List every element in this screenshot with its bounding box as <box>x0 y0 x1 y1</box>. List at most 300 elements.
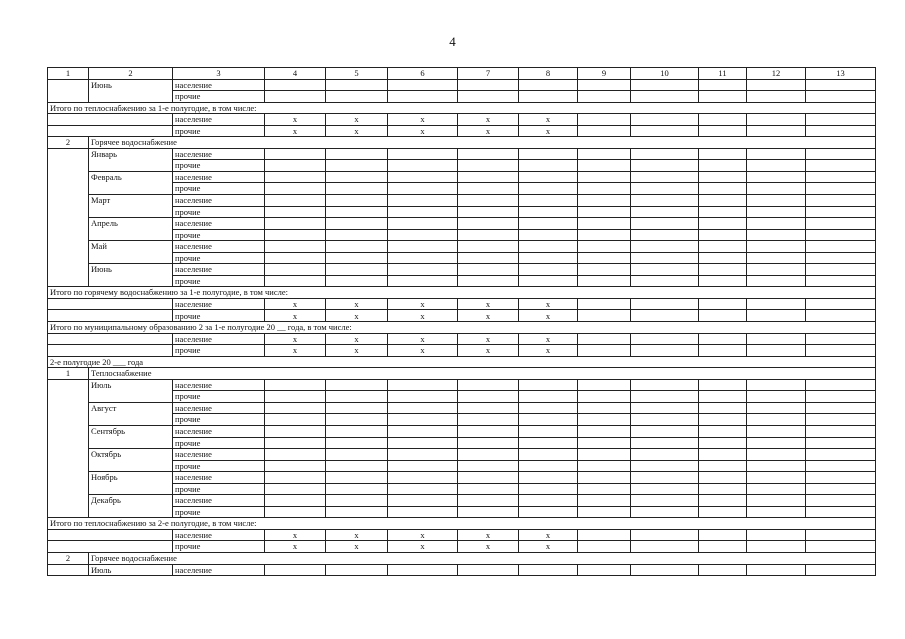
empty-cell <box>458 206 519 218</box>
empty-cell <box>265 275 326 287</box>
empty-cell <box>326 437 388 449</box>
section-title: Горячее водоснабжение <box>89 552 876 564</box>
empty-cell <box>265 414 326 426</box>
empty-cell <box>631 160 699 172</box>
empty-cell <box>578 449 631 461</box>
empty-cell <box>699 333 747 345</box>
empty-cell <box>458 148 519 160</box>
empty-cell <box>265 148 326 160</box>
empty-cell <box>519 402 578 414</box>
category-label: прочие <box>173 391 265 403</box>
empty-cell <box>747 345 806 357</box>
category-label: прочие <box>173 160 265 172</box>
total-row <box>48 518 876 530</box>
category-label: прочие <box>173 541 265 553</box>
x-mark: x <box>388 529 458 541</box>
month-label: Апрель <box>89 218 173 241</box>
empty-cell <box>806 472 876 484</box>
empty-cell <box>806 564 876 576</box>
empty-cell <box>806 171 876 183</box>
empty-cell <box>699 160 747 172</box>
category-label: население <box>173 449 265 461</box>
empty-cell <box>519 564 578 576</box>
empty-cell <box>699 148 747 160</box>
column-header: 9 <box>578 68 631 80</box>
empty-cell <box>326 483 388 495</box>
empty-cell <box>265 402 326 414</box>
empty-cell <box>265 379 326 391</box>
empty-cell <box>631 506 699 518</box>
month-label: Март <box>89 195 173 218</box>
empty-cell <box>631 472 699 484</box>
empty-cell <box>806 310 876 322</box>
empty-cell <box>265 425 326 437</box>
empty-cell <box>631 541 699 553</box>
x-mark: x <box>519 114 578 126</box>
month-row <box>48 264 876 276</box>
empty-cell <box>699 218 747 230</box>
empty-cell <box>578 506 631 518</box>
empty-cell <box>326 506 388 518</box>
empty-cell <box>265 495 326 507</box>
empty-cell <box>806 114 876 126</box>
empty-cell <box>631 275 699 287</box>
empty-cell <box>388 391 458 403</box>
month-row <box>48 402 876 414</box>
empty-cell <box>699 506 747 518</box>
empty-cell <box>578 345 631 357</box>
empty-cell <box>806 333 876 345</box>
total-row <box>48 125 876 137</box>
empty-cell <box>631 460 699 472</box>
empty-cell <box>806 275 876 287</box>
category-label: население <box>173 241 265 253</box>
empty-cell <box>519 449 578 461</box>
empty-cell <box>388 564 458 576</box>
empty-cell <box>747 310 806 322</box>
category-label: население <box>173 114 265 126</box>
empty-cell <box>578 437 631 449</box>
empty-cell <box>699 79 747 91</box>
empty-cell <box>388 425 458 437</box>
empty-cell <box>519 241 578 253</box>
empty-cell <box>48 148 89 287</box>
header-row <box>48 68 876 80</box>
x-mark: x <box>265 541 326 553</box>
total-row <box>48 541 876 553</box>
section-row <box>48 552 876 564</box>
empty-cell <box>326 495 388 507</box>
empty-cell <box>578 529 631 541</box>
month-label: Август <box>89 402 173 425</box>
empty-cell <box>747 171 806 183</box>
empty-cell <box>265 483 326 495</box>
total-label: Итого по теплоснабжению за 2-е полугодие, в том числе: <box>48 518 876 530</box>
x-mark: x <box>388 298 458 310</box>
category-label: прочие <box>173 229 265 241</box>
empty-cell <box>747 460 806 472</box>
empty-cell <box>631 195 699 207</box>
empty-cell <box>388 241 458 253</box>
empty-cell <box>747 264 806 276</box>
empty-cell <box>388 449 458 461</box>
month-row <box>48 564 876 576</box>
empty-cell <box>519 275 578 287</box>
empty-cell <box>699 495 747 507</box>
empty-cell <box>388 275 458 287</box>
empty-cell <box>519 483 578 495</box>
empty-cell <box>699 125 747 137</box>
empty-cell <box>747 275 806 287</box>
empty-cell <box>519 437 578 449</box>
empty-cell <box>458 241 519 253</box>
total-row <box>48 345 876 357</box>
empty-cell <box>458 391 519 403</box>
empty-cell <box>326 564 388 576</box>
x-mark: x <box>519 529 578 541</box>
empty-cell <box>578 229 631 241</box>
x-mark: x <box>326 529 388 541</box>
empty-cell <box>326 79 388 91</box>
empty-cell <box>388 218 458 230</box>
empty-cell <box>458 160 519 172</box>
category-label: прочие <box>173 483 265 495</box>
x-mark: x <box>326 345 388 357</box>
category-label: прочие <box>173 460 265 472</box>
empty-cell <box>578 460 631 472</box>
category-label: население <box>173 218 265 230</box>
empty-cell <box>699 483 747 495</box>
empty-cell <box>631 218 699 230</box>
empty-cell <box>806 148 876 160</box>
empty-cell <box>326 472 388 484</box>
empty-cell <box>519 472 578 484</box>
x-mark: x <box>326 310 388 322</box>
month-label: Июль <box>89 564 173 576</box>
total-row <box>48 102 876 114</box>
empty-cell <box>631 483 699 495</box>
x-mark: x <box>519 345 578 357</box>
empty-cell <box>747 483 806 495</box>
category-label: прочие <box>173 506 265 518</box>
empty-cell <box>265 91 326 103</box>
empty-cell <box>326 229 388 241</box>
month-row <box>48 414 876 426</box>
empty-cell <box>388 483 458 495</box>
empty-cell <box>326 449 388 461</box>
category-label: население <box>173 195 265 207</box>
empty-cell <box>458 425 519 437</box>
empty-cell <box>631 206 699 218</box>
empty-cell <box>48 79 89 102</box>
category-label: население <box>173 264 265 276</box>
empty-cell <box>48 333 173 345</box>
month-row <box>48 195 876 207</box>
empty-cell <box>388 79 458 91</box>
empty-cell <box>578 402 631 414</box>
empty-cell <box>699 114 747 126</box>
empty-cell <box>578 310 631 322</box>
empty-cell <box>631 564 699 576</box>
month-row <box>48 437 876 449</box>
month-label: Сентябрь <box>89 425 173 448</box>
x-mark: x <box>265 114 326 126</box>
month-row <box>48 449 876 461</box>
empty-cell <box>388 414 458 426</box>
empty-cell <box>519 91 578 103</box>
month-row <box>48 206 876 218</box>
empty-cell <box>519 425 578 437</box>
empty-cell <box>48 379 89 518</box>
empty-cell <box>631 437 699 449</box>
empty-cell <box>747 218 806 230</box>
empty-cell <box>458 506 519 518</box>
empty-cell <box>699 171 747 183</box>
month-row <box>48 495 876 507</box>
empty-cell <box>806 195 876 207</box>
total-label: Итого по теплоснабжению за 1-е полугодие, в том числе: <box>48 102 876 114</box>
page-number: 4 <box>449 34 456 49</box>
empty-cell <box>699 195 747 207</box>
category-label: население <box>173 148 265 160</box>
empty-cell <box>265 79 326 91</box>
x-mark: x <box>519 125 578 137</box>
empty-cell <box>578 114 631 126</box>
empty-cell <box>388 229 458 241</box>
empty-cell <box>699 402 747 414</box>
x-mark: x <box>388 345 458 357</box>
empty-cell <box>326 218 388 230</box>
total-row <box>48 114 876 126</box>
empty-cell <box>631 229 699 241</box>
empty-cell <box>265 252 326 264</box>
empty-cell <box>265 183 326 195</box>
category-label: население <box>173 529 265 541</box>
empty-cell <box>265 460 326 472</box>
empty-cell <box>699 564 747 576</box>
category-label: прочие <box>173 91 265 103</box>
empty-cell <box>631 298 699 310</box>
empty-cell <box>578 541 631 553</box>
empty-cell <box>806 241 876 253</box>
x-mark: x <box>458 333 519 345</box>
empty-cell <box>806 402 876 414</box>
category-label: прочие <box>173 310 265 322</box>
empty-cell <box>578 148 631 160</box>
category-label: население <box>173 333 265 345</box>
empty-cell <box>699 449 747 461</box>
empty-cell <box>326 460 388 472</box>
column-header: 6 <box>388 68 458 80</box>
empty-cell <box>699 183 747 195</box>
x-mark: x <box>388 125 458 137</box>
empty-cell <box>631 264 699 276</box>
column-header: 3 <box>173 68 265 80</box>
section-number: 1 <box>48 368 89 380</box>
empty-cell <box>806 449 876 461</box>
empty-cell <box>388 171 458 183</box>
empty-cell <box>747 437 806 449</box>
empty-cell <box>458 183 519 195</box>
column-header: 13 <box>806 68 876 80</box>
empty-cell <box>578 379 631 391</box>
section-number: 2 <box>48 137 89 149</box>
x-mark: x <box>519 541 578 553</box>
empty-cell <box>747 414 806 426</box>
empty-cell <box>806 252 876 264</box>
x-mark: x <box>265 345 326 357</box>
empty-cell <box>458 252 519 264</box>
category-label: прочие <box>173 345 265 357</box>
empty-cell <box>388 252 458 264</box>
empty-cell <box>806 529 876 541</box>
empty-cell <box>699 206 747 218</box>
empty-cell <box>699 472 747 484</box>
empty-cell <box>388 495 458 507</box>
x-mark: x <box>265 529 326 541</box>
empty-cell <box>806 298 876 310</box>
x-mark: x <box>265 310 326 322</box>
empty-cell <box>458 79 519 91</box>
month-row <box>48 483 876 495</box>
x-mark: x <box>388 310 458 322</box>
empty-cell <box>806 79 876 91</box>
empty-cell <box>326 160 388 172</box>
month-row <box>48 171 876 183</box>
empty-cell <box>326 252 388 264</box>
empty-cell <box>631 91 699 103</box>
empty-cell <box>388 264 458 276</box>
empty-cell <box>747 495 806 507</box>
month-row <box>48 391 876 403</box>
total-row <box>48 287 876 299</box>
empty-cell <box>747 564 806 576</box>
empty-cell <box>48 529 173 541</box>
empty-cell <box>578 252 631 264</box>
x-mark: x <box>326 333 388 345</box>
column-header: 10 <box>631 68 699 80</box>
total-row <box>48 298 876 310</box>
empty-cell <box>578 333 631 345</box>
empty-cell <box>265 472 326 484</box>
empty-cell <box>699 437 747 449</box>
empty-cell <box>458 229 519 241</box>
empty-cell <box>578 160 631 172</box>
empty-cell <box>806 391 876 403</box>
column-header: 8 <box>519 68 578 80</box>
empty-cell <box>747 379 806 391</box>
x-mark: x <box>519 298 578 310</box>
report-table <box>47 67 876 576</box>
empty-cell <box>806 506 876 518</box>
empty-cell <box>519 195 578 207</box>
empty-cell <box>48 298 173 310</box>
empty-cell <box>578 275 631 287</box>
total-label: Итого по горячему водоснабжению за 1-е полугодие, в том числе: <box>48 287 876 299</box>
empty-cell <box>48 114 173 126</box>
empty-cell <box>747 472 806 484</box>
empty-cell <box>48 310 173 322</box>
empty-cell <box>48 345 173 357</box>
empty-cell <box>519 160 578 172</box>
empty-cell <box>578 218 631 230</box>
total-row <box>48 333 876 345</box>
x-mark: x <box>388 333 458 345</box>
section-row <box>48 137 876 149</box>
month-row <box>48 241 876 253</box>
month-label: Июнь <box>89 79 173 102</box>
category-label: население <box>173 564 265 576</box>
x-mark: x <box>519 333 578 345</box>
empty-cell <box>519 506 578 518</box>
empty-cell <box>578 414 631 426</box>
empty-cell <box>326 391 388 403</box>
category-label: население <box>173 79 265 91</box>
x-mark: x <box>326 114 388 126</box>
section-number: 2 <box>48 552 89 564</box>
empty-cell <box>388 206 458 218</box>
empty-cell <box>458 264 519 276</box>
month-row <box>48 91 876 103</box>
x-mark: x <box>458 310 519 322</box>
empty-cell <box>519 264 578 276</box>
category-label: прочие <box>173 437 265 449</box>
category-label: население <box>173 472 265 484</box>
empty-cell <box>806 218 876 230</box>
x-mark: x <box>326 541 388 553</box>
column-header: 4 <box>265 68 326 80</box>
empty-cell <box>747 160 806 172</box>
empty-cell <box>699 379 747 391</box>
empty-cell <box>699 391 747 403</box>
empty-cell <box>458 414 519 426</box>
empty-cell <box>747 391 806 403</box>
category-label: население <box>173 402 265 414</box>
empty-cell <box>747 425 806 437</box>
empty-cell <box>578 391 631 403</box>
empty-cell <box>578 298 631 310</box>
empty-cell <box>458 449 519 461</box>
empty-cell <box>747 298 806 310</box>
empty-cell <box>326 275 388 287</box>
empty-cell <box>747 79 806 91</box>
empty-cell <box>747 333 806 345</box>
month-row <box>48 460 876 472</box>
empty-cell <box>326 264 388 276</box>
empty-cell <box>631 529 699 541</box>
empty-cell <box>519 495 578 507</box>
empty-cell <box>326 414 388 426</box>
empty-cell <box>458 379 519 391</box>
empty-cell <box>326 183 388 195</box>
empty-cell <box>326 91 388 103</box>
month-row <box>48 506 876 518</box>
empty-cell <box>747 529 806 541</box>
category-label: прочие <box>173 275 265 287</box>
category-label: прочие <box>173 414 265 426</box>
empty-cell <box>699 310 747 322</box>
month-label: Январь <box>89 148 173 171</box>
empty-cell <box>578 79 631 91</box>
empty-cell <box>806 460 876 472</box>
empty-cell <box>699 414 747 426</box>
empty-cell <box>458 91 519 103</box>
empty-cell <box>747 506 806 518</box>
empty-cell <box>265 241 326 253</box>
empty-cell <box>519 229 578 241</box>
empty-cell <box>578 564 631 576</box>
empty-cell <box>388 472 458 484</box>
